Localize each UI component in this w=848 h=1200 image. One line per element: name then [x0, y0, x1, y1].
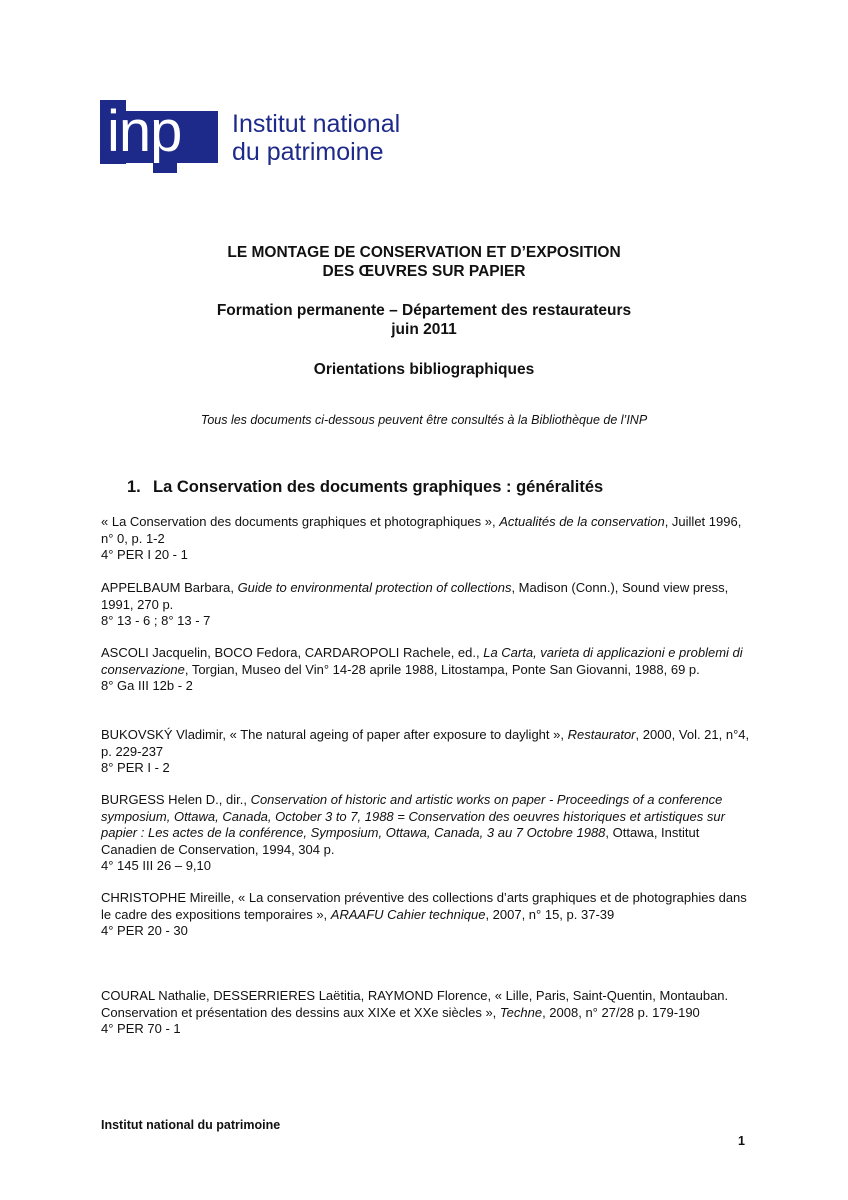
- entry-title: La Carta, varieta di applicazioni e problemi di conservazione: [101, 645, 743, 677]
- entry-text: « La Conservation des documents graphiques et photographiques »,: [101, 514, 500, 529]
- call-number: 4° PER I 20 - 1: [101, 547, 188, 562]
- document-subtitle: [0, 301, 848, 339]
- entry-text: , Juillet 1996, n° 0, p. 1-2: [101, 514, 742, 546]
- entry-text: , Ottawa, Institut Canadien de Conservation, 1994, 304 p.: [101, 825, 700, 857]
- bibliography-entry: [101, 580, 751, 630]
- bibliography-entry: [101, 645, 751, 695]
- entry-title: Restaurator: [567, 727, 636, 742]
- entry-title: Guide to environmental protection of collections: [237, 580, 512, 595]
- page-number: 1: [738, 1134, 745, 1148]
- entry-title: Techne: [499, 1004, 543, 1020]
- entry-text: CHRISTOPHE Mireille, « La conservation préventive des collections d’arts graphiques et de photographies dans le cadre des expositions temporaires »,: [101, 890, 747, 922]
- entry-text: , 2000, Vol. 21, n°4, p. 229-237: [101, 727, 750, 759]
- call-number: 4° PER 20 - 30: [101, 923, 188, 938]
- bibliography-entry: [101, 890, 751, 940]
- bibliography-entry: [101, 514, 751, 564]
- entry-text: ASCOLI Jacquelin, BOCO Fedora, CARDAROPOLI Rachele, ed.,: [101, 645, 484, 660]
- inp-logo: [100, 100, 430, 175]
- entry-text: APPELBAUM Barbara,: [101, 580, 238, 595]
- entry-title: ARAAFU Cahier technique: [330, 906, 486, 922]
- title-line2: DES ŒUVRES SUR PAPIER: [322, 263, 526, 280]
- entry-text: BURGESS Helen D., dir.,: [101, 792, 251, 807]
- bibliography-entry: [101, 727, 751, 777]
- call-number: 8° Ga III 12b - 2: [101, 678, 193, 693]
- logo-name-line2: du patrimoine: [232, 138, 384, 166]
- entry-title: Conservation of historic and artistic works on paper - Proceedings of a conference symposium, Ottawa, Canada, October 3 to 7, 1988 = Conservation des oeuvres historiques et artistiques sur papier : Les actes de la conférence, Symposium, Ottawa, Canada, 3 au 7 Octobre 1988: [101, 792, 725, 840]
- call-number: 8° 13 - 6 ; 8° 13 - 7: [101, 613, 211, 628]
- section-heading: [127, 478, 603, 497]
- entry-text: , Madison (Conn.), Sound view press, 1991, 270 p.: [101, 580, 729, 612]
- inp-logo-mark: [100, 100, 218, 173]
- call-number: 8° PER I - 2: [101, 760, 170, 775]
- section-title: La Conservation des documents graphiques : généralités: [153, 478, 604, 496]
- entry-text: , 2007, n° 15, p. 37-39: [485, 906, 615, 922]
- entry-text: BUKOVSKÝ Vladimir, « The natural ageing of paper after exposure to daylight »,: [101, 727, 568, 742]
- entry-text: COURAL Nathalie, DESSERRIERES Laëtitia, RAYMOND Florence, « Lille, Paris, Saint-Quentin, Montauban. Conservation et présentation des dessins aux XIXe et XXe siècles »,: [101, 988, 729, 1020]
- entry-text: , Torgian, Museo del Vin° 14-28 aprile 1988, Litostampa, Ponte San Giovanni, 1988, 69 p.: [184, 661, 700, 677]
- title-line1: LE MONTAGE DE CONSERVATION ET D’EXPOSITION: [227, 244, 621, 261]
- call-number: 4° 145 III 26 – 9,10: [101, 858, 212, 873]
- entry-text: , 2008, n° 27/28 p. 179-190: [542, 1004, 700, 1020]
- bibliography-entry: [101, 792, 751, 875]
- document-title: [0, 243, 848, 281]
- logo-name-line1: Institut national: [232, 110, 401, 138]
- logo-mark-text: inp: [107, 99, 182, 164]
- subtitle-line2: juin 2011: [391, 321, 457, 338]
- subtitle-line1: Formation permanente – Département des restaurateurs: [216, 302, 632, 319]
- bibliography-heading: Orientations bibliographiques: [313, 361, 535, 378]
- logo-institution-name: [232, 110, 400, 166]
- entry-title: Actualités de la conservation: [499, 514, 665, 529]
- footer-institution: Institut national du patrimoine: [101, 1118, 281, 1132]
- section-number: 1.: [127, 478, 141, 496]
- call-number: 4° PER 70 - 1: [101, 1021, 181, 1036]
- bibliography-entry: [101, 988, 751, 1038]
- library-note: Tous les documents ci-dessous peuvent être consultés à la Bibliothèque de l’INP: [200, 413, 648, 427]
